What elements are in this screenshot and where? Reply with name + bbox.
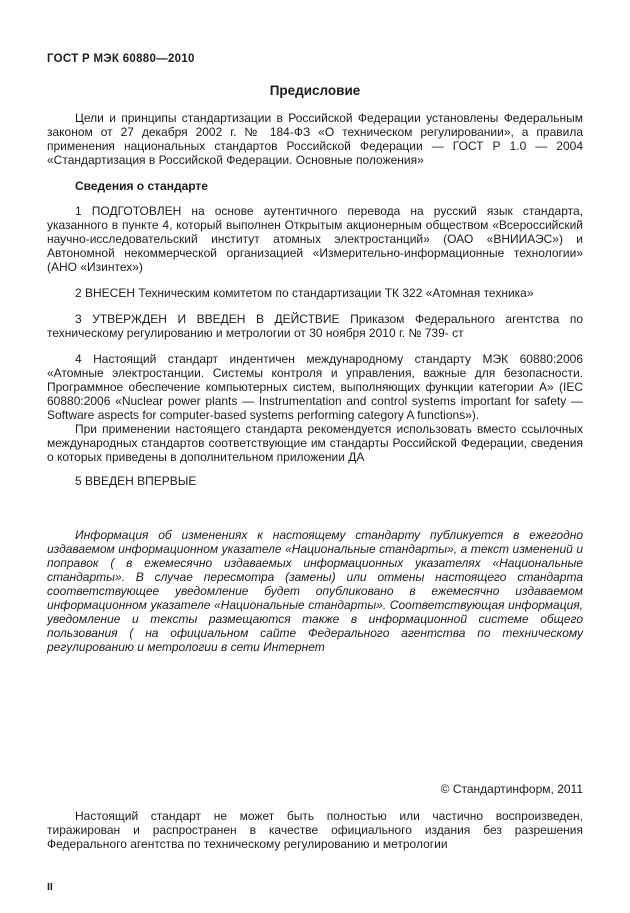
standard-info-item-5: 5 ВВЕДЕН ВПЕРВЫЕ <box>75 474 197 488</box>
section-heading: Сведения о стандарте <box>75 179 208 193</box>
standard-info-item-2: 2 ВНЕСЕН Техническим комитетом по стандартизации ТК 322 «Атомная техника» <box>75 286 534 300</box>
amendments-notice: Информация об изменениях к настоящему стандарту публикуется в ежегодно издаваемом информационном указателе «Национальные стандарты», а текст изменений и поправок ( в ежемесячно издаваемых информационных указателях «Национальные стандарты». В случае пересмотра (замены) или отмены настоящего стандарта соответствующее уведомление будет опубликовано в ежемесячно издаваемом информационном указателе «Национальные стандарты». Соответствующая информация, уведомление и тексты размещаются также в информационной системе общего пользования ( на официальном сайте Федерального агентства по техническому регулированию и метрологии в сети Интернет <box>47 528 583 654</box>
reproduction-restriction: Настоящий стандарт не может быть полностью или частично воспроизведен, тиражирован и распространен в качестве официального издания без разрешения Федерального агентства по техническому регулированию и метрологии <box>47 809 583 851</box>
intro-paragraph: Цели и принципы стандартизации в Российской Федерации установлены Федеральным законом от 27 декабря 2002 г. № 184-ФЗ «О техническом регулировании», а правила применения национальных стандартов Российской Федерации — ГОСТ Р 1.0 — 2004 «Стандартизация в Российской Федерации. Основные положения» <box>47 111 583 167</box>
standard-info-item-1: 1 ПОДГОТОВЛЕН на основе аутентичного перевода на русский язык стандарта, указанного в пункте 4, который выполнен Открытым акционерным обществом «Всероссийский научно-исследовательский институт атомных электростанций» (ОАО «ВНИИАЭС») и Автономной некоммерческой организацией «Измерительно-информационные технологии» (АНО «Изинтех») <box>47 204 583 274</box>
page-number: II <box>47 881 53 893</box>
standard-info-item-4: 4 Настоящий стандарт индентичен международному стандарту МЭК 60880:2006 «Атомные электростанции. Системы контроля и управления, важные для безопасности. Программное обеспечение компьютерных систем, выполняющих функции категории А» (IEC 60880:2006 «Nuclear power plants — Instrumentation and control systems important for safety — Software aspects for computer-based systems performing category A functions»). <box>47 352 583 422</box>
copyright-line: © Стандартинформ, 2011 <box>440 782 583 796</box>
page-title: Предисловие <box>269 83 361 98</box>
standard-info-item-3: 3 УТВЕРЖДЕН И ВВЕДЕН В ДЕЙСТВИЕ Приказом Федерального агентства по техническому регулированию и метрологии от 30 ноября 2010 г. № 739- ст <box>47 312 583 340</box>
standard-info-item-4-note: При применении настоящего стандарта рекомендуется использовать вместо ссылочных международных стандартов соответствующие им стандарты Российской Федерации, сведения о которых приведены в дополнительном приложении ДА <box>47 422 583 464</box>
doc-code: ГОСТ Р МЭК 60880—2010 <box>47 53 195 65</box>
